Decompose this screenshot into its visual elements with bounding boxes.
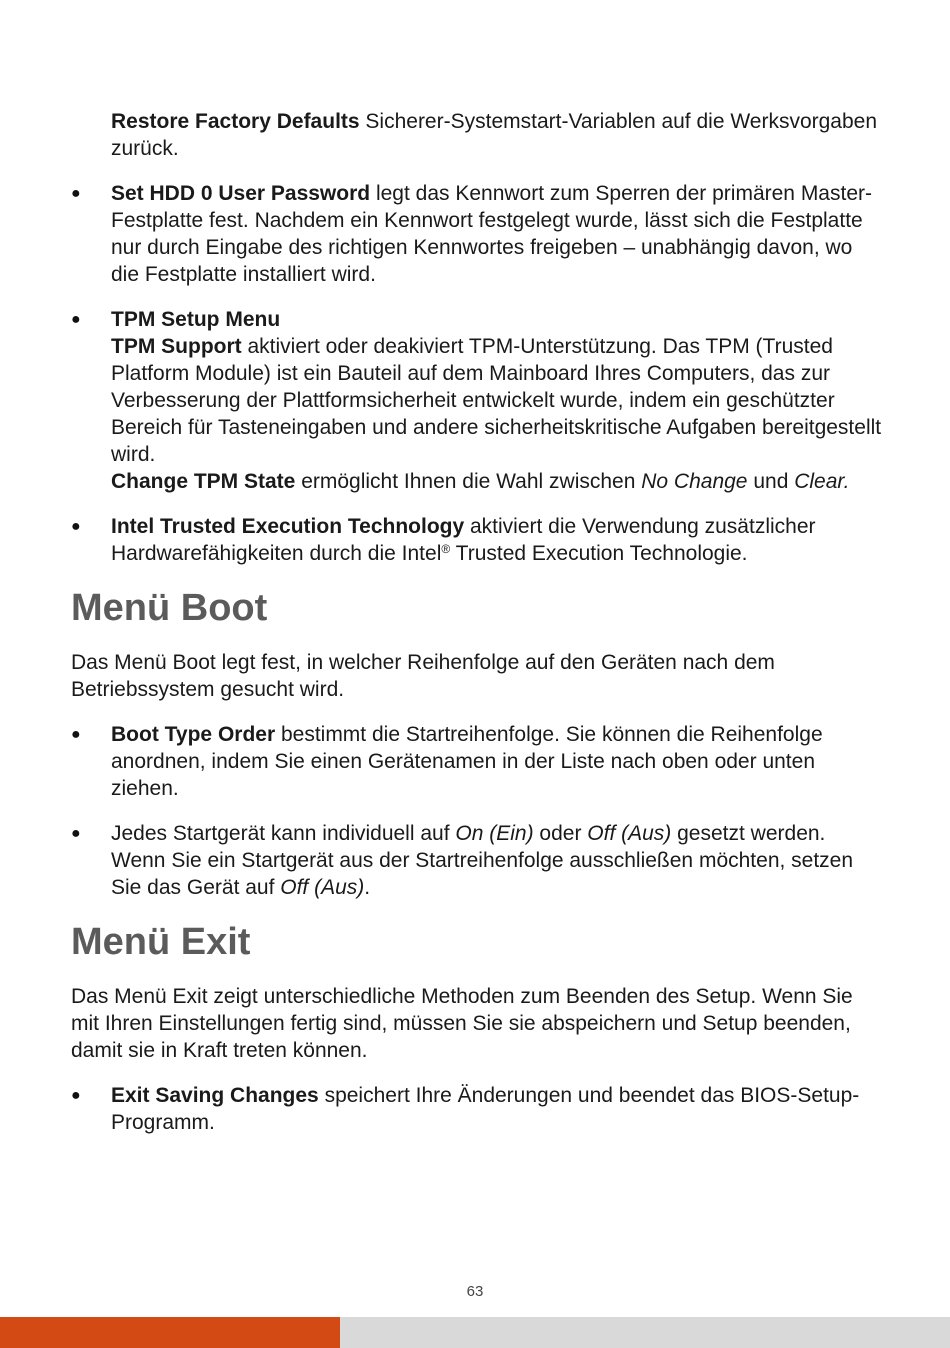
- tpm-state-paragraph: [111, 468, 883, 495]
- list-item-intel-txt: [71, 513, 883, 567]
- boot-type-order-paragraph: [111, 721, 883, 802]
- hdd-password-term: Set HDD 0 User Password: [111, 182, 371, 205]
- boot-menu-intro: Das Menü Boot legt fest, in welcher Reihenfolge auf den Geräten nach dem Betriebssystem gesucht wird.: [71, 651, 775, 701]
- boot-device-text-3: gesetzt werden. Wenn Sie ein Startgerät aus der Startreihenfolge ausschließen möchten, setzen Sie das Gerät auf: [111, 822, 854, 899]
- boot-device-paragraph: [111, 820, 883, 901]
- tpm-support-term: TPM Support: [111, 335, 242, 358]
- hdd-password-text: legt das Kennwort zum Sperren der primären Master-Festplatte fest. Nachdem ein Kennwort festgelegt wurde, lässt sich die Festplatte nur durch Eingabe des richtigen Kennwortes freigeben – unabhängig davon, wo die Festplatte installiert wird.: [111, 182, 872, 286]
- tpm-setup-title: [111, 306, 883, 333]
- tpm-setup-title-text: TPM Setup Menu: [111, 308, 281, 331]
- bullet-icon: ●: [71, 518, 81, 535]
- registered-mark: ®: [441, 542, 451, 556]
- intel-txt-text-end: Trusted Execution Technologie.: [450, 542, 748, 565]
- tpm-support-text: aktiviert oder deakiviert TPM-Unterstützung. Das TPM (Trusted Platform Module) ist ein Bauteil auf dem Mainboard Ihres Computers, das zur Verbesserung der Plattformsicherheit entwickelt wurde, indem ein geschützter Bereich für Tasteneingaben und andere sicherheitskritische Aufgaben bereitgestellt wird.: [111, 335, 882, 466]
- list-item-exit-saving-changes: [71, 1082, 883, 1136]
- bullet-icon: ●: [71, 1087, 81, 1104]
- footer-accent-strip: [0, 1317, 340, 1348]
- page-content: [71, 108, 883, 1154]
- boot-device-on: On (Ein): [455, 822, 534, 845]
- tpm-state-text: ermöglicht Ihnen die Wahl zwischen: [295, 470, 642, 493]
- boot-device-text-2: oder: [533, 822, 588, 845]
- exit-menu-heading: Menü Exit: [71, 921, 251, 963]
- intel-txt-text: aktiviert die Verwendung zusätzlicher Hardwarefähigkeiten durch die Intel: [111, 515, 816, 565]
- bullet-icon: ●: [71, 726, 81, 743]
- intel-txt-paragraph: [111, 513, 883, 567]
- boot-type-order-text: bestimmt die Startreihenfolge. Sie können die Reihenfolge anordnen, indem Sie einen Gerätenamen in der Liste nach oben oder unten ziehen.: [111, 723, 823, 800]
- list-item-tpm-setup: [71, 306, 883, 495]
- bullet-icon: ●: [71, 185, 81, 202]
- boot-device-text-4: .: [364, 876, 371, 899]
- exit-saving-term: Exit Saving Changes: [111, 1084, 319, 1107]
- exit-saving-paragraph: [111, 1082, 883, 1136]
- tpm-support-paragraph: [111, 333, 883, 468]
- boot-type-order-term: Boot Type Order: [111, 723, 276, 746]
- hdd-password-paragraph: [111, 180, 883, 288]
- exit-menu-intro: Das Menü Exit zeigt unterschiedliche Methoden zum Beenden des Setup. Wenn Sie mit Ihren Einstellungen fertig sind, müssen Sie sie abspeichern und Setup beenden, damit sie in Kraft treten können.: [71, 985, 853, 1062]
- page-number: 63: [466, 1283, 484, 1300]
- bullet-icon: ●: [71, 311, 81, 328]
- tpm-state-option-no-change: No Change: [641, 470, 748, 493]
- tpm-state-term: Change TPM State: [111, 470, 296, 493]
- boot-device-off: Off (Aus): [587, 822, 672, 845]
- restore-defaults-paragraph: [111, 108, 883, 162]
- boot-device-text-1: Jedes Startgerät kann individuell auf: [111, 822, 456, 845]
- footer-bar: [0, 1317, 950, 1348]
- tpm-state-and: und: [747, 470, 795, 493]
- restore-defaults-term: Restore Factory Defaults: [111, 110, 360, 133]
- list-item-boot-type-order: [71, 721, 883, 802]
- intel-txt-term: Intel Trusted Execution Technology: [111, 515, 465, 538]
- list-item-boot-device-toggle: [71, 820, 883, 901]
- bullet-icon: ●: [71, 825, 81, 842]
- list-item-hdd-password: [71, 180, 883, 288]
- tpm-state-option-clear: Clear.: [794, 470, 850, 493]
- footer-grey-strip: [340, 1317, 950, 1348]
- boot-menu-heading: Menü Boot: [71, 587, 268, 629]
- restore-defaults-text: Sicherer-Systemstart-Variablen auf die Werksvorgaben zurück.: [111, 110, 878, 160]
- exit-saving-text: speichert Ihre Änderungen und beendet das BIOS-Setup-Programm.: [111, 1084, 860, 1134]
- boot-device-off-2: Off (Aus): [280, 876, 365, 899]
